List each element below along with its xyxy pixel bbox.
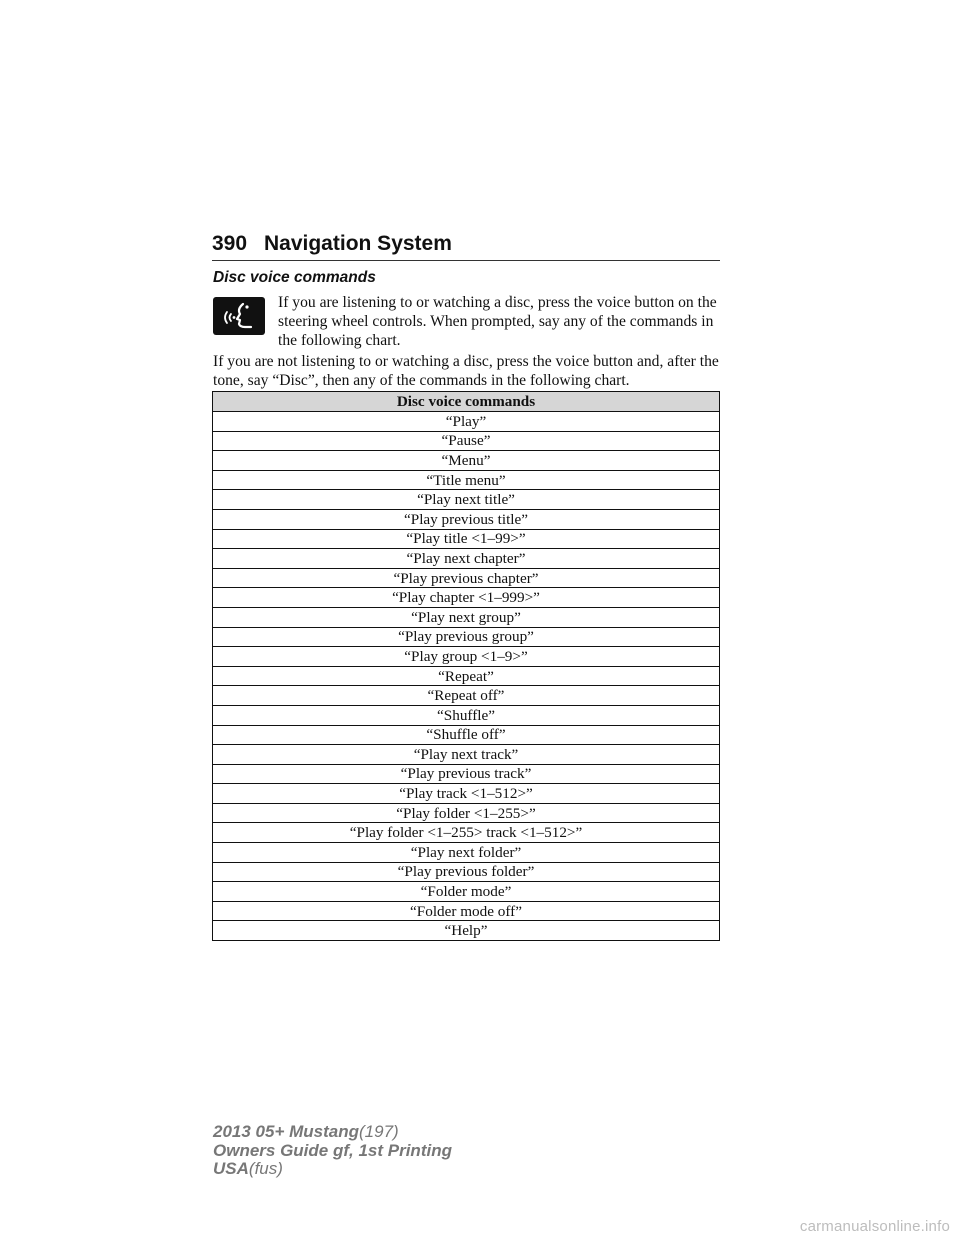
- command-cell: “Play chapter <1–999>”: [213, 588, 720, 608]
- table-row: [213, 431, 720, 451]
- command-cell: “Repeat”: [213, 666, 720, 686]
- command-cell: “Shuffle off”: [213, 725, 720, 745]
- voice-button-icon: [213, 297, 265, 335]
- command-cell: “Play previous folder”: [213, 862, 720, 882]
- table-row: [213, 901, 720, 921]
- command-cell: “Play title <1–99>”: [213, 529, 720, 549]
- command-cell: “Shuffle”: [213, 705, 720, 725]
- disc-voice-commands-table: [212, 391, 720, 941]
- command-cell: “Repeat off”: [213, 686, 720, 706]
- footer-market: USA: [213, 1159, 249, 1178]
- table-row: [213, 725, 720, 745]
- command-cell: “Play previous track”: [213, 764, 720, 784]
- table-row: [213, 764, 720, 784]
- table-row: [213, 921, 720, 941]
- command-cell: “Play previous title”: [213, 509, 720, 529]
- command-cell: “Help”: [213, 921, 720, 941]
- instruction-paragraph: If you are not listening to or watching a disc, press the voice button and, after the tone, say “Disc”, then any of the commands in the following chart.: [213, 353, 719, 389]
- table-row: [213, 843, 720, 863]
- subheading: Disc voice commands: [213, 269, 376, 286]
- command-cell: “Play folder <1–255> track <1–512>”: [213, 823, 720, 843]
- table-row: [213, 823, 720, 843]
- table-row: [213, 470, 720, 490]
- command-cell: “Folder mode”: [213, 882, 720, 902]
- command-cell: “Menu”: [213, 451, 720, 471]
- command-cell: “Pause”: [213, 431, 720, 451]
- command-cell: “Title menu”: [213, 470, 720, 490]
- command-cell: “Play group <1–9>”: [213, 647, 720, 667]
- command-cell: “Play folder <1–255>”: [213, 803, 720, 823]
- table-row: [213, 666, 720, 686]
- table-row: [213, 490, 720, 510]
- command-cell: “Play previous chapter”: [213, 568, 720, 588]
- footer-model-code: (197): [359, 1122, 399, 1141]
- footer-guide: Owners Guide gf, 1st Printing: [213, 1140, 452, 1160]
- table-row: [213, 549, 720, 569]
- command-cell: “Folder mode off”: [213, 901, 720, 921]
- command-cell: “Play next title”: [213, 490, 720, 510]
- page-number: 390: [212, 232, 248, 255]
- footer-model: 2013 05+ Mustang: [213, 1122, 359, 1141]
- command-cell: “Play next folder”: [213, 843, 720, 863]
- table-row: [213, 529, 720, 549]
- table-row: [213, 882, 720, 902]
- table-header: Disc voice commands: [213, 392, 720, 412]
- table-row: [213, 509, 720, 529]
- table-row: [213, 686, 720, 706]
- command-cell: “Play next group”: [213, 607, 720, 627]
- table-row: [213, 451, 720, 471]
- table-header-row: [213, 392, 720, 412]
- command-cell: “Play”: [213, 412, 720, 432]
- table-row: [213, 705, 720, 725]
- table-row: [213, 607, 720, 627]
- command-cell: “Play previous group”: [213, 627, 720, 647]
- footer-market-code: (fus): [248, 1159, 283, 1178]
- table-row: [213, 568, 720, 588]
- table-row: [213, 803, 720, 823]
- table-row: [213, 862, 720, 882]
- intro-paragraph: If you are listening to or watching a disc, press the voice button on the steering wheel controls. When prompted, say any of the commands in the following chart.: [278, 294, 717, 349]
- command-cell: “Play next chapter”: [213, 549, 720, 569]
- table-row: [213, 784, 720, 804]
- watermark: carmanualsonline.info: [799, 1218, 950, 1235]
- table-row: [213, 647, 720, 667]
- print-footer: [213, 1123, 452, 1179]
- table-row: [213, 412, 720, 432]
- table-row: [213, 627, 720, 647]
- table-row: [213, 588, 720, 608]
- section-title: Navigation System: [264, 232, 452, 255]
- table-row: [213, 745, 720, 765]
- command-cell: “Play track <1–512>”: [213, 784, 720, 804]
- page-header: [212, 230, 720, 261]
- command-cell: “Play next track”: [213, 745, 720, 765]
